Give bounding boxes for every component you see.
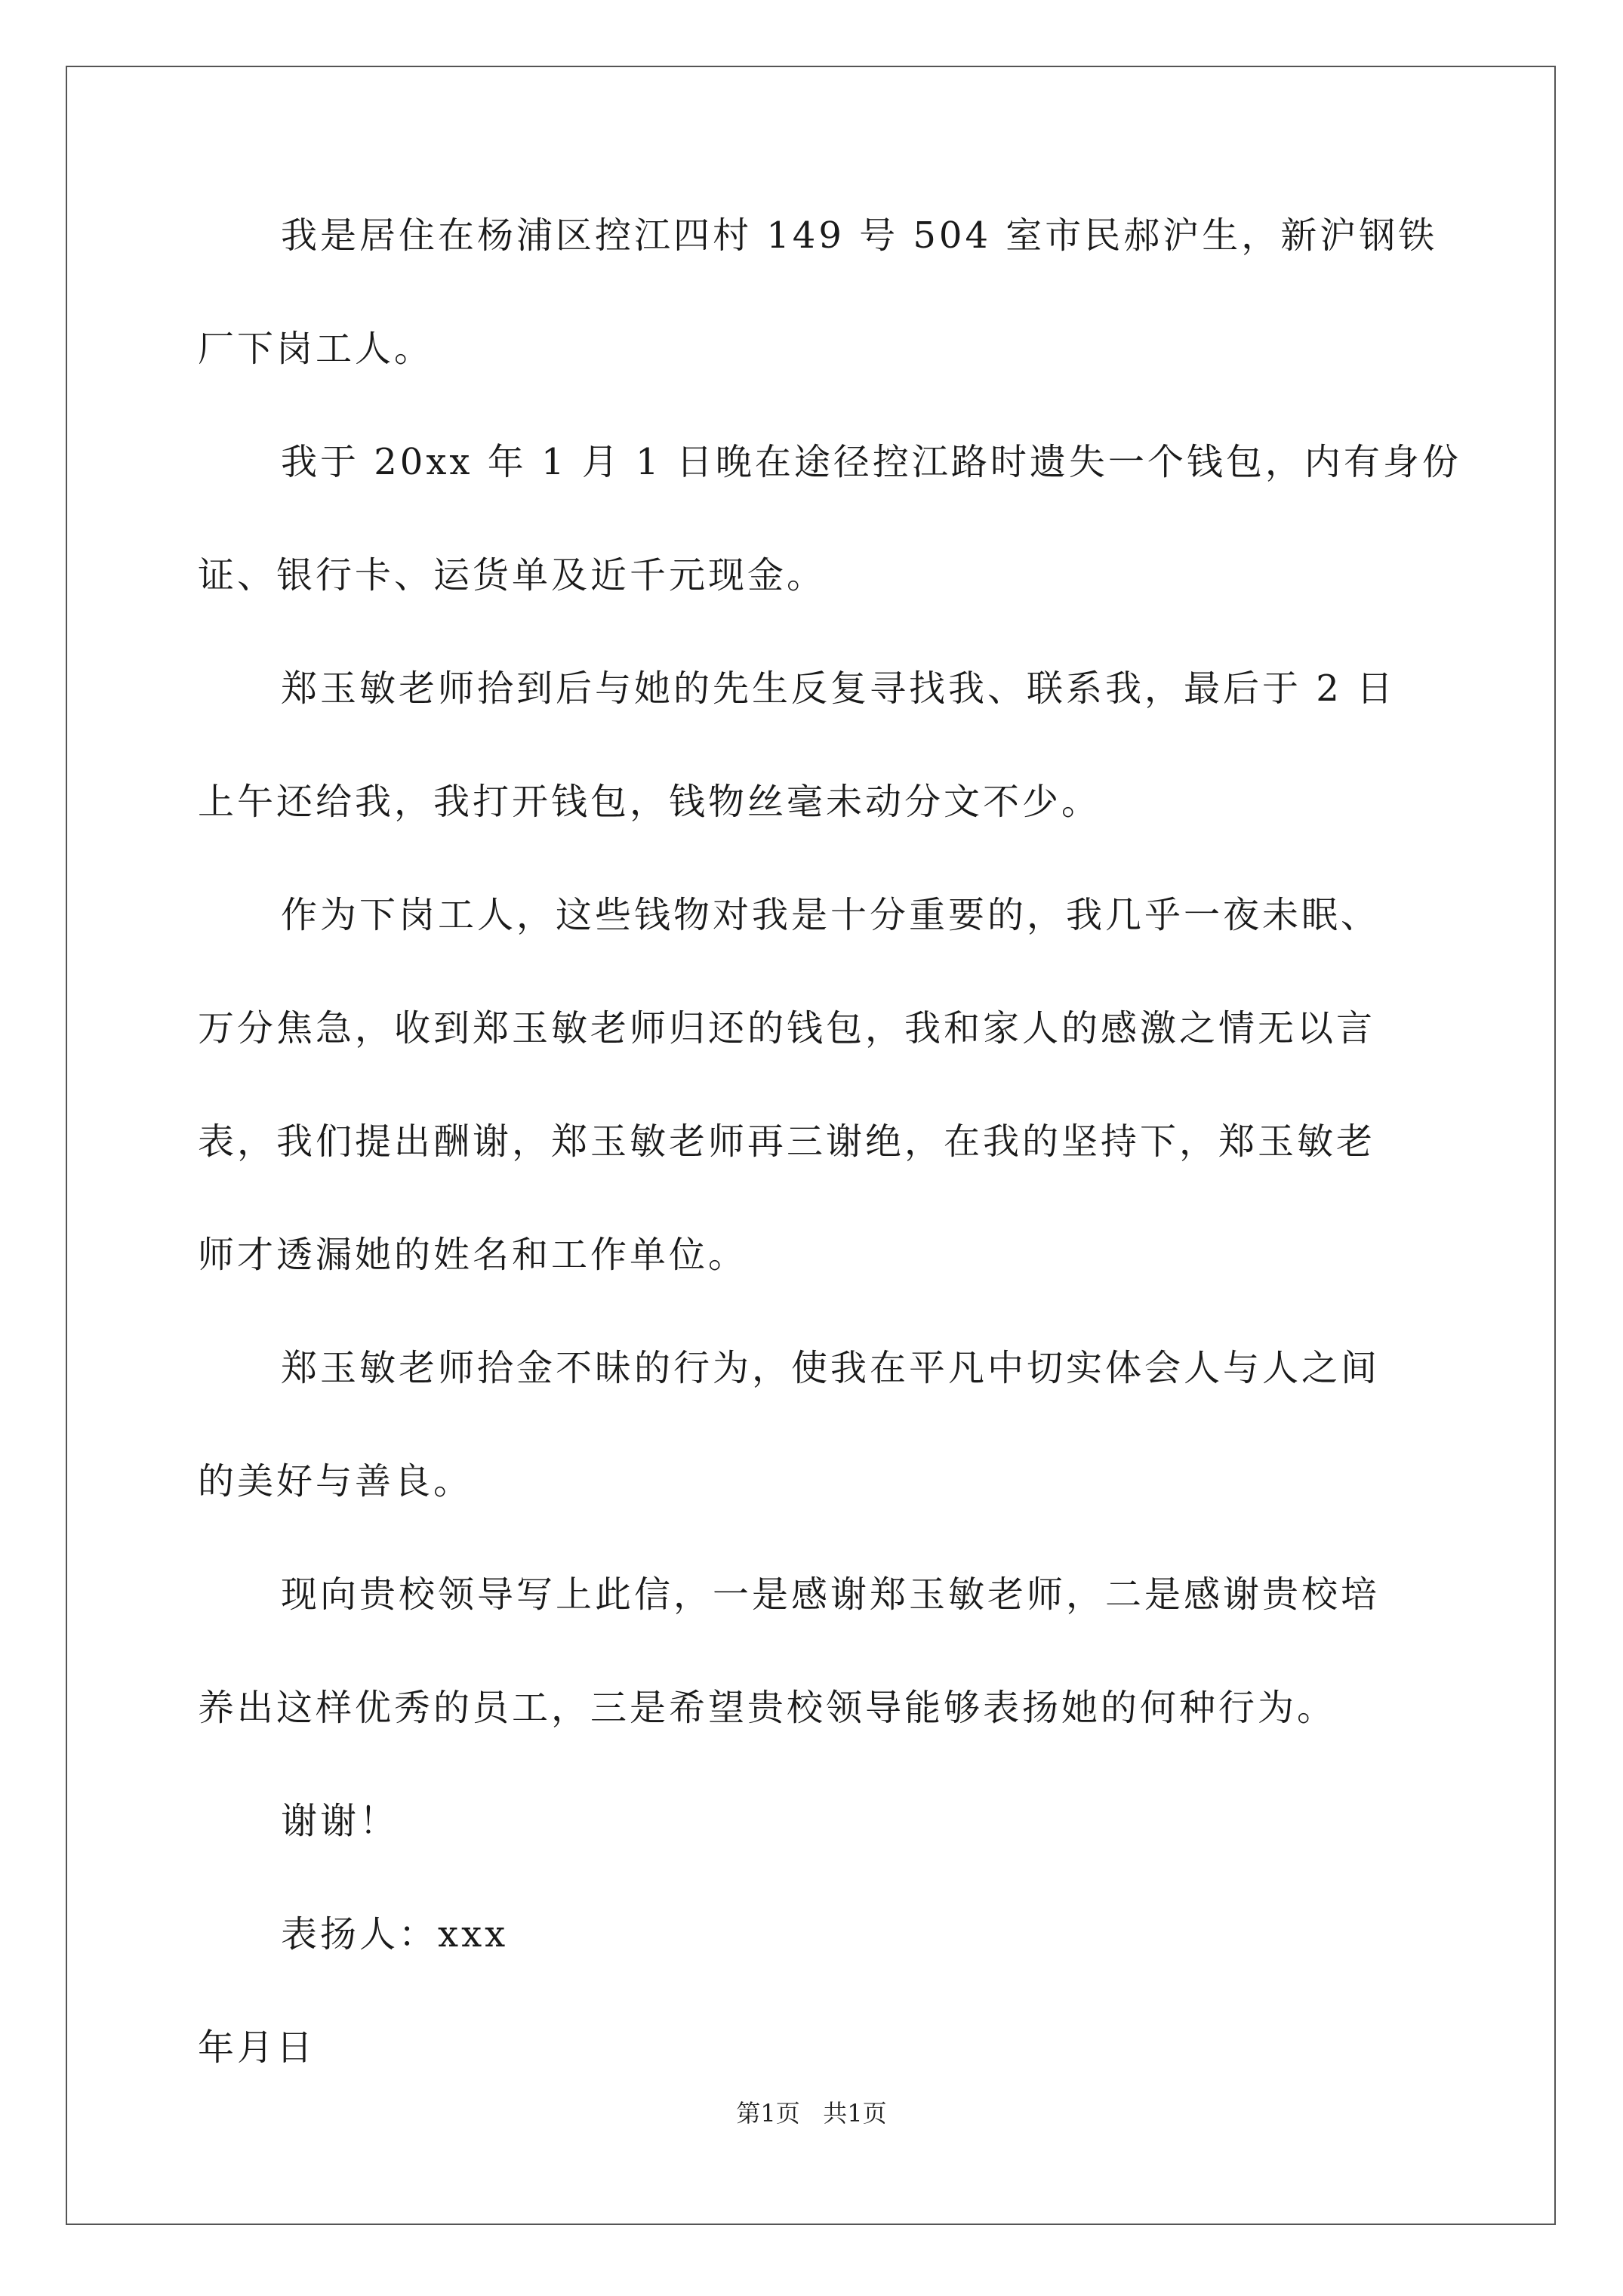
thanks-line: 谢谢！ bbox=[281, 1800, 399, 1842]
paragraph-3-line-2: 上午还给我，我打开钱包，钱物丝毫未动分文不少。 bbox=[198, 781, 1101, 823]
paragraph-5-line-1: 郑玉敏老师拾金不昧的行为，使我在平凡中切实体会人与人之间 bbox=[281, 1347, 1381, 1389]
paragraph-3-line-1: 郑玉敏老师拾到后与她的先生反复寻找我、联系我，最后于 2 日 bbox=[281, 667, 1397, 710]
date-line: 年月日 bbox=[198, 2026, 316, 2069]
paragraph-5-line-2: 的美好与善良。 bbox=[198, 1460, 473, 1502]
paragraph-4-line-4: 师才透漏她的姓名和工作单位。 bbox=[198, 1234, 748, 1276]
paragraph-2-line-1: 我于 20xx 年 1 月 1 日晚在途径控江路时遗失一个钱包，内有身份 bbox=[281, 441, 1461, 483]
paragraph-4-line-2: 万分焦急，收到郑玉敏老师归还的钱包，我和家人的感激之情无以言 bbox=[198, 1007, 1376, 1049]
paragraph-4-line-1: 作为下岗工人，这些钱物对我是十分重要的，我几乎一夜未眠、 bbox=[281, 894, 1381, 936]
paragraph-2-line-2: 证、银行卡、运货单及近千元现金。 bbox=[198, 554, 827, 596]
paragraph-6-line-2: 养出这样优秀的员工，三是希望贵校领导能够表扬她的何种行为。 bbox=[198, 1687, 1337, 1729]
signature-line: 表扬人：xxx bbox=[281, 1913, 509, 1955]
paragraph-1-line-2: 厂下岗工人。 bbox=[198, 328, 434, 370]
paragraph-6-line-1: 现向贵校领导写上此信，一是感谢郑玉敏老师，二是感谢贵校培 bbox=[281, 1573, 1381, 1616]
paragraph-1-line-1: 我是居住在杨浦区控江四村 149 号 504 室市民郝沪生，新沪钢铁 bbox=[281, 214, 1438, 257]
page-number-footer: 第1页 共1页 bbox=[736, 2099, 887, 2128]
paragraph-4-line-3: 表，我们提出酬谢，郑玉敏老师再三谢绝，在我的坚持下，郑玉敏老 bbox=[198, 1120, 1376, 1163]
